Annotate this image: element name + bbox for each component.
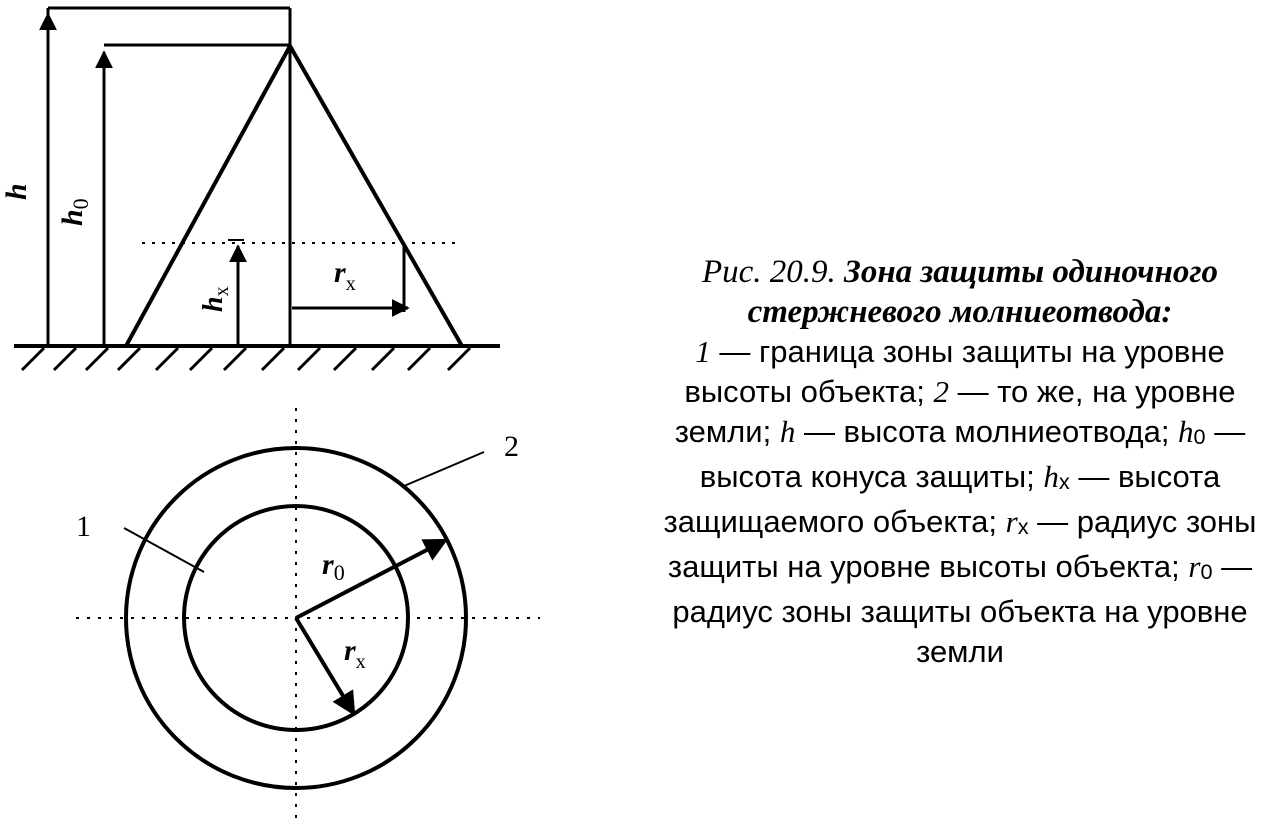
caption-item: h — высота молниеотвода;	[779, 414, 1179, 449]
caption-item: $h_x$ — высота защищаемого объекта;	[663, 459, 1221, 539]
r0-arrow	[296, 540, 446, 618]
h-label: h	[0, 183, 33, 200]
caption-title	[640, 252, 1280, 332]
plan-view	[76, 408, 540, 826]
lightning-protection-diagram	[0, 0, 640, 826]
callout-2-leader	[404, 452, 484, 486]
caption-title-line-2: стержневого молниеотвода:	[747, 294, 1173, 330]
figure-caption	[640, 252, 1280, 672]
caption-item: 1 — граница зоны защиты на уровне высоты объекта;	[684, 334, 1225, 409]
rx-label-plan: $r_x$	[344, 634, 366, 673]
caption-body	[640, 332, 1280, 672]
rx-label-elevation: $r_x$	[334, 256, 356, 295]
ground-hatching	[22, 348, 470, 370]
caption-item: 2 — то же, на уровне земли;	[674, 374, 1236, 449]
callout-2-label: 2	[504, 430, 519, 463]
h0-label: $h_0$	[56, 198, 93, 226]
elevation-view	[0, 8, 500, 370]
callout-1-label: 1	[76, 510, 91, 543]
hx-label: $h_x$	[198, 286, 233, 312]
r0-label: $r_0$	[322, 548, 345, 585]
caption-title-line-1: Зона защиты одиночного	[844, 254, 1219, 290]
caption-item: $r_x$ — радиус зоны защиты на уровне высоты объекта;	[667, 504, 1257, 584]
caption-figure-number: Рис. 20.9.	[701, 254, 836, 290]
protection-cone-right	[290, 46, 462, 346]
caption-item: $h_0$ — высота конуса защиты;	[699, 414, 1246, 494]
caption-item: $r_0$ — радиус зоны защиты объекта на уровне земли	[672, 549, 1253, 669]
